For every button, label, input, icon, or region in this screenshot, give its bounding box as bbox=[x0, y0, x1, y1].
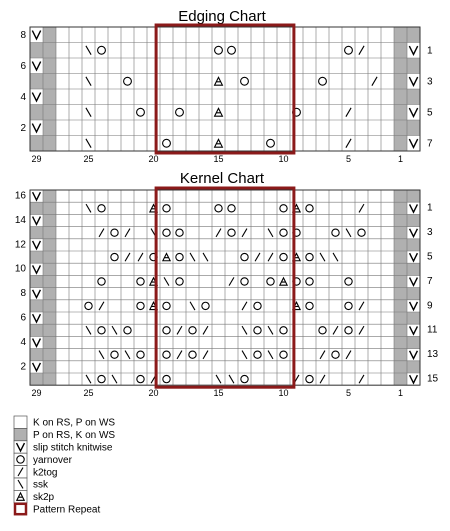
shaded-cell bbox=[30, 105, 43, 121]
legend-label: K on RS, P on WS bbox=[33, 417, 116, 429]
ssk-icon bbox=[112, 326, 117, 334]
k2tog-icon bbox=[359, 204, 364, 212]
slip-stitch-icon bbox=[410, 375, 418, 383]
row-label-left: 10 bbox=[14, 263, 26, 275]
k2tog-icon bbox=[99, 229, 104, 237]
k2tog-icon bbox=[268, 253, 273, 261]
yarnover-icon bbox=[228, 205, 235, 212]
shaded-cell bbox=[30, 349, 43, 361]
yarnover-icon bbox=[228, 229, 235, 236]
ssk-icon bbox=[86, 139, 91, 148]
shaded-cell bbox=[407, 336, 420, 348]
k2tog-icon bbox=[320, 351, 325, 359]
yarnover-icon bbox=[345, 278, 352, 285]
sk2p-icon bbox=[215, 108, 223, 116]
shaded-cell bbox=[43, 251, 56, 263]
row-label-right: 1 bbox=[427, 45, 433, 57]
shaded-cell bbox=[407, 312, 420, 324]
k2tog-icon bbox=[359, 302, 364, 310]
yarnover-icon bbox=[98, 278, 105, 285]
ssk-icon bbox=[125, 351, 130, 359]
k2tog-icon bbox=[359, 375, 364, 383]
shaded-cell bbox=[394, 89, 407, 105]
row-label-right: 15 bbox=[427, 373, 439, 385]
row-label-left: 2 bbox=[20, 122, 26, 134]
shaded-cell bbox=[394, 27, 407, 43]
shaded-cell bbox=[43, 105, 56, 121]
slip-stitch-icon bbox=[410, 326, 418, 334]
ssk-icon bbox=[112, 375, 117, 383]
row-label-left: 12 bbox=[14, 239, 26, 251]
shaded-cell bbox=[394, 288, 407, 300]
k2tog-icon bbox=[203, 351, 208, 359]
yarnover-icon bbox=[98, 46, 106, 54]
row-label-left: 4 bbox=[20, 336, 26, 348]
yarnover-icon bbox=[280, 205, 287, 212]
sk2p-icon bbox=[215, 77, 223, 85]
shaded-cell bbox=[394, 361, 407, 373]
shaded-cell bbox=[43, 190, 56, 202]
k2tog-icon bbox=[359, 326, 364, 334]
k2tog-icon bbox=[255, 253, 260, 261]
shaded-cell bbox=[407, 89, 420, 105]
slip-stitch-icon bbox=[33, 314, 41, 322]
slip-stitch-icon bbox=[32, 31, 40, 39]
legend-label: slip stitch knitwise bbox=[33, 442, 113, 454]
yarnover-icon bbox=[306, 253, 313, 260]
slip-stitch-icon bbox=[32, 62, 40, 70]
row-label-right: 13 bbox=[427, 349, 439, 361]
kernel-chart-title: Kernel Chart bbox=[179, 170, 265, 187]
row-label-left: 14 bbox=[14, 214, 26, 226]
row-label-left: 16 bbox=[14, 190, 26, 202]
slip-stitch-icon bbox=[410, 204, 418, 212]
col-label: 15 bbox=[213, 154, 224, 164]
ssk-icon bbox=[86, 46, 91, 55]
yarnover-icon bbox=[241, 375, 248, 382]
ssk-icon bbox=[242, 326, 247, 334]
k2tog-icon bbox=[320, 375, 325, 383]
shaded-cell bbox=[43, 136, 56, 152]
ssk-icon bbox=[229, 375, 234, 383]
slip-stitch-icon bbox=[409, 108, 417, 116]
row-label-right: 5 bbox=[427, 107, 433, 119]
ssk-icon bbox=[242, 351, 247, 359]
legend-label: yarnover bbox=[33, 454, 72, 466]
shaded-cell bbox=[407, 58, 420, 74]
k2tog-icon bbox=[346, 351, 351, 359]
k2tog-icon bbox=[372, 77, 377, 86]
col-label: 1 bbox=[397, 388, 404, 399]
shaded-cell bbox=[394, 263, 407, 275]
yarnover-icon bbox=[137, 108, 145, 116]
yarnover-icon bbox=[163, 302, 170, 309]
k2tog-icon bbox=[125, 229, 130, 237]
k2tog-icon bbox=[177, 326, 182, 334]
yarnover-icon bbox=[137, 302, 144, 309]
legend-label: ssk bbox=[33, 479, 48, 491]
shaded-cell bbox=[394, 312, 407, 324]
ssk-icon bbox=[99, 351, 104, 359]
shaded-cell bbox=[394, 227, 407, 239]
yarnover-icon bbox=[137, 278, 144, 285]
edging-chart-title: Edging Chart bbox=[178, 8, 266, 25]
shaded-cell bbox=[394, 43, 407, 59]
ssk-icon bbox=[216, 375, 221, 383]
shaded-cell bbox=[394, 275, 407, 287]
yarnover-icon bbox=[163, 205, 170, 212]
k2tog-icon bbox=[203, 326, 208, 334]
shaded-cell bbox=[30, 275, 43, 287]
ssk-icon bbox=[268, 351, 273, 359]
slip-stitch-icon bbox=[409, 77, 417, 85]
shaded-cell bbox=[394, 58, 407, 74]
yarnover-icon bbox=[280, 351, 287, 358]
yarnover-icon bbox=[345, 46, 353, 54]
shaded-cell bbox=[394, 239, 407, 251]
shaded-cell bbox=[43, 89, 56, 105]
legend-swatch bbox=[14, 428, 27, 440]
slip-stitch-icon bbox=[33, 217, 41, 225]
k2tog-icon bbox=[177, 351, 182, 359]
row-label-left: 4 bbox=[20, 91, 26, 103]
slip-stitch-icon bbox=[410, 253, 418, 261]
shaded-cell bbox=[30, 373, 43, 385]
k2tog-icon bbox=[138, 253, 143, 261]
shaded-cell bbox=[43, 336, 56, 348]
legend-swatch bbox=[14, 453, 27, 465]
shaded-cell bbox=[394, 190, 407, 202]
legend-label: Pattern Repeat bbox=[33, 504, 101, 516]
shaded-cell bbox=[43, 361, 56, 373]
row-label-left: 8 bbox=[20, 29, 26, 41]
k2tog-icon bbox=[346, 108, 351, 117]
shaded-cell bbox=[30, 227, 43, 239]
yarnover-icon bbox=[345, 327, 352, 334]
yarnover-icon bbox=[267, 278, 274, 285]
yarnover-icon bbox=[306, 205, 313, 212]
shaded-cell bbox=[394, 251, 407, 263]
ssk-icon bbox=[86, 375, 91, 383]
shaded-cell bbox=[394, 136, 407, 152]
ssk-icon bbox=[203, 253, 208, 261]
yarnover-icon bbox=[111, 351, 118, 358]
yarnover-icon bbox=[306, 302, 313, 309]
shaded-cell bbox=[30, 300, 43, 312]
row-label-right: 9 bbox=[427, 300, 433, 312]
k2tog-icon bbox=[333, 326, 338, 334]
yarnover-icon bbox=[215, 46, 223, 54]
yarnover-icon bbox=[280, 327, 287, 334]
shaded-cell bbox=[43, 300, 56, 312]
shaded-cell bbox=[43, 239, 56, 251]
yarnover-icon bbox=[163, 375, 170, 382]
row-label-right: 3 bbox=[427, 76, 433, 88]
legend-repeat-swatch bbox=[15, 504, 26, 514]
yarnover-icon bbox=[176, 253, 183, 260]
yarnover-icon bbox=[163, 351, 170, 358]
slip-stitch-icon bbox=[410, 351, 418, 359]
yarnover-icon bbox=[267, 139, 275, 147]
yarnover-icon bbox=[163, 327, 170, 334]
row-label-right: 3 bbox=[427, 227, 433, 239]
yarnover-icon bbox=[306, 278, 313, 285]
slip-stitch-icon bbox=[33, 339, 41, 347]
shaded-cell bbox=[407, 214, 420, 226]
slip-stitch-icon bbox=[33, 363, 41, 371]
k2tog-icon bbox=[359, 46, 364, 55]
ssk-icon bbox=[164, 277, 169, 285]
row-label-right: 7 bbox=[427, 138, 433, 150]
yarnover-icon bbox=[280, 253, 287, 260]
shaded-cell bbox=[394, 336, 407, 348]
shaded-cell bbox=[43, 120, 56, 136]
yarnover-icon bbox=[163, 139, 171, 147]
shaded-cell bbox=[43, 27, 56, 43]
ssk-icon bbox=[86, 204, 91, 212]
yarnover-icon bbox=[137, 375, 144, 382]
yarnover-icon bbox=[98, 375, 105, 382]
shaded-cell bbox=[394, 300, 407, 312]
shaded-cell bbox=[394, 202, 407, 214]
col-label: 10 bbox=[278, 388, 289, 399]
ssk-icon bbox=[268, 326, 273, 334]
yarnover-icon bbox=[241, 253, 248, 260]
row-label-left: 2 bbox=[20, 361, 26, 373]
slip-stitch-icon bbox=[33, 290, 41, 298]
edging-chart bbox=[20, 25, 433, 164]
yarnover-icon bbox=[358, 229, 365, 236]
shaded-cell bbox=[43, 349, 56, 361]
row-label-right: 1 bbox=[427, 202, 433, 214]
yarnover-icon bbox=[176, 278, 183, 285]
slip-stitch-icon bbox=[409, 46, 417, 54]
ssk-icon bbox=[333, 253, 338, 261]
legend bbox=[14, 416, 115, 515]
shaded-cell bbox=[394, 74, 407, 90]
sk2p-icon bbox=[163, 253, 170, 260]
col-label: 5 bbox=[345, 388, 352, 399]
ssk-icon bbox=[190, 302, 195, 310]
yarnover-icon bbox=[176, 108, 184, 116]
slip-stitch-icon bbox=[409, 139, 417, 147]
yarnover-icon bbox=[254, 327, 261, 334]
yarnover-icon bbox=[137, 351, 144, 358]
row-label-right: 7 bbox=[427, 275, 433, 287]
col-label: 20 bbox=[148, 388, 159, 399]
shaded-cell bbox=[43, 227, 56, 239]
yarnover-icon bbox=[124, 327, 131, 334]
yarnover-icon bbox=[241, 278, 248, 285]
col-label: 5 bbox=[345, 154, 352, 164]
yarnover-icon bbox=[189, 351, 196, 358]
yarnover-icon bbox=[241, 77, 249, 85]
shaded-cell bbox=[407, 288, 420, 300]
yarnover-icon bbox=[124, 77, 132, 85]
shaded-cell bbox=[30, 74, 43, 90]
ssk-icon bbox=[320, 253, 325, 261]
k2tog-icon bbox=[229, 277, 234, 285]
shaded-cell bbox=[30, 43, 43, 59]
slip-stitch-icon bbox=[410, 302, 418, 310]
kernel-chart bbox=[15, 188, 439, 398]
shaded-cell bbox=[43, 74, 56, 90]
row-label-right: 5 bbox=[427, 251, 433, 263]
shaded-cell bbox=[407, 27, 420, 43]
shaded-cell bbox=[394, 105, 407, 121]
yarnover-icon bbox=[254, 351, 261, 358]
k2tog-icon bbox=[216, 229, 221, 237]
ssk-icon bbox=[190, 253, 195, 261]
ssk-icon bbox=[346, 229, 351, 237]
sk2p-icon bbox=[215, 139, 223, 147]
yarnover-icon bbox=[345, 302, 352, 309]
shaded-cell bbox=[394, 373, 407, 385]
col-label: 15 bbox=[213, 388, 224, 399]
yarnover-icon bbox=[202, 302, 209, 309]
col-label: 29 bbox=[31, 388, 42, 399]
yarnover-icon bbox=[228, 46, 236, 54]
legend-label: P on RS, K on WS bbox=[33, 430, 116, 442]
shaded-cell bbox=[43, 275, 56, 287]
col-label: 1 bbox=[397, 154, 404, 164]
col-label: 10 bbox=[278, 154, 289, 164]
slip-stitch-icon bbox=[33, 265, 41, 273]
row-label-left: 6 bbox=[20, 312, 26, 324]
slip-stitch-icon bbox=[32, 124, 40, 132]
col-label: 20 bbox=[148, 154, 159, 164]
k2tog-icon bbox=[242, 302, 247, 310]
sk2p-icon bbox=[280, 278, 287, 285]
k2tog-icon bbox=[346, 139, 351, 148]
row-label-right: 11 bbox=[427, 324, 438, 336]
slip-stitch-icon bbox=[410, 278, 418, 286]
shaded-cell bbox=[394, 349, 407, 361]
shaded-cell bbox=[43, 43, 56, 59]
k2tog-icon bbox=[125, 253, 130, 261]
legend-label: k2tog bbox=[33, 467, 58, 479]
col-label: 25 bbox=[83, 154, 94, 164]
yarnover-icon bbox=[319, 327, 326, 334]
row-label-left: 8 bbox=[20, 288, 26, 300]
shaded-cell bbox=[407, 361, 420, 373]
legend-label: sk2p bbox=[33, 492, 55, 504]
shaded-cell bbox=[30, 251, 43, 263]
shaded-cell bbox=[43, 324, 56, 336]
shaded-cell bbox=[43, 202, 56, 214]
row-label-left: 6 bbox=[20, 60, 26, 72]
yarnover-icon bbox=[176, 229, 183, 236]
yarnover-icon bbox=[319, 77, 327, 85]
yarnover-icon bbox=[163, 229, 170, 236]
shaded-cell bbox=[407, 263, 420, 275]
shaded-cell bbox=[30, 324, 43, 336]
yarnover-icon bbox=[306, 375, 313, 382]
shaded-cell bbox=[30, 136, 43, 152]
yarnover-icon bbox=[189, 327, 196, 334]
shaded-cell bbox=[43, 263, 56, 275]
shaded-cell bbox=[407, 239, 420, 251]
legend-swatch bbox=[14, 416, 27, 428]
yarnover-icon bbox=[111, 229, 118, 236]
ssk-icon bbox=[268, 229, 273, 237]
shaded-cell bbox=[394, 120, 407, 136]
shaded-cell bbox=[394, 214, 407, 226]
col-label: 29 bbox=[31, 154, 42, 164]
shaded-cell bbox=[407, 120, 420, 136]
shaded-cell bbox=[43, 288, 56, 300]
shaded-cell bbox=[30, 202, 43, 214]
ssk-icon bbox=[86, 77, 91, 86]
ssk-icon bbox=[86, 108, 91, 117]
col-label: 25 bbox=[83, 388, 94, 399]
yarnover-icon bbox=[215, 205, 222, 212]
yarnover-icon bbox=[332, 229, 339, 236]
yarnover-icon bbox=[254, 302, 261, 309]
shaded-cell bbox=[43, 312, 56, 324]
slip-stitch-icon bbox=[33, 192, 41, 200]
yarnover-icon bbox=[111, 253, 118, 260]
shaded-cell bbox=[394, 324, 407, 336]
slip-stitch-icon bbox=[33, 241, 41, 249]
shaded-cell bbox=[43, 373, 56, 385]
k2tog-icon bbox=[99, 302, 104, 310]
shaded-cell bbox=[407, 190, 420, 202]
ssk-icon bbox=[86, 326, 91, 334]
shaded-cell bbox=[43, 214, 56, 226]
yarnover-icon bbox=[98, 205, 105, 212]
yarnover-icon bbox=[98, 327, 105, 334]
slip-stitch-icon bbox=[410, 229, 418, 237]
yarnover-icon bbox=[85, 302, 92, 309]
yarnover-icon bbox=[332, 351, 339, 358]
k2tog-icon bbox=[242, 229, 247, 237]
yarnover-icon bbox=[280, 229, 287, 236]
shaded-cell bbox=[43, 58, 56, 74]
slip-stitch-icon bbox=[32, 93, 40, 101]
